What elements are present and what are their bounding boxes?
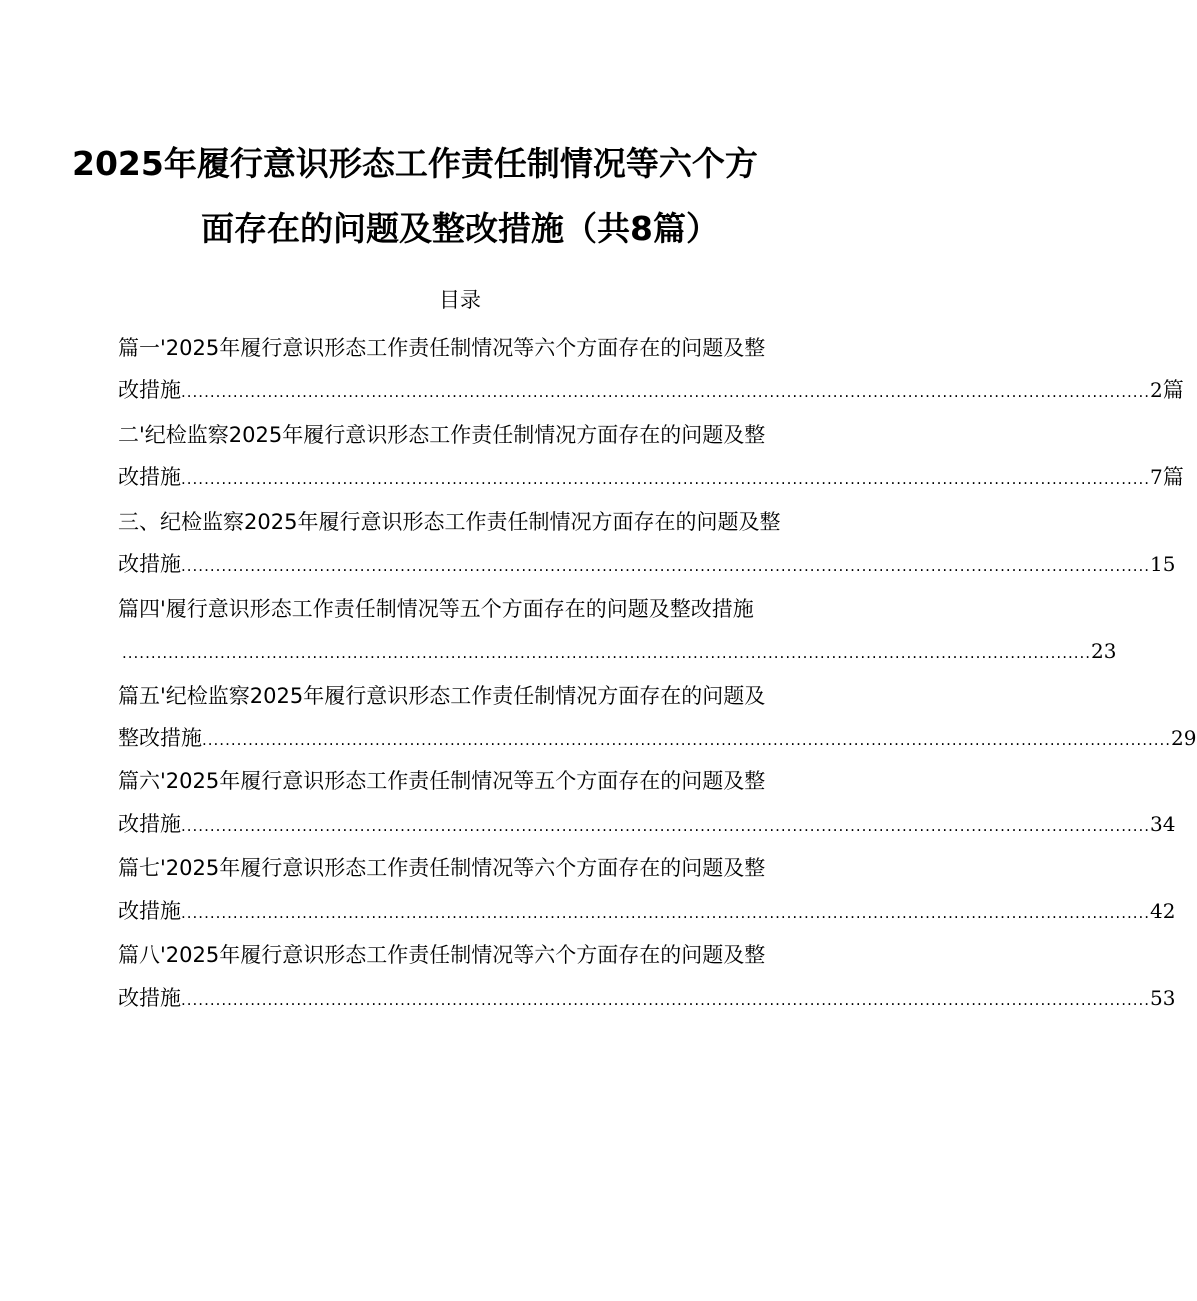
toc-entry-7-line-1[interactable]: 篇七'2025年履行意识形态工作责任制情况等六个方面存在的问题及整 — [118, 856, 766, 880]
toc-heading: 目录 — [439, 288, 481, 312]
toc-entry-4-page: 23 — [1091, 639, 1117, 663]
toc-entry-4-line-1[interactable]: 篇四'履行意识形态工作责任制情况等五个方面存在的问题及整改措施 — [118, 597, 754, 621]
toc-entry-8-lead: 改措施 — [118, 986, 181, 1010]
toc-entry-7-page: 42 — [1150, 899, 1176, 923]
toc-entry-7-lead: 改措施 — [118, 899, 181, 923]
toc-leader-dots: ........................................................................................................................................................................ — [202, 731, 1172, 749]
toc-entry-1-lead: 改措施 — [118, 378, 181, 402]
toc-entry-8-line-1[interactable]: 篇八'2025年履行意识形态工作责任制情况等六个方面存在的问题及整 — [118, 943, 766, 967]
toc-entry-3-page: 15 — [1150, 552, 1176, 576]
toc-entry-5-line-2[interactable] — [118, 723, 1197, 753]
toc-entry-1-page: 2 — [1150, 378, 1163, 402]
toc-entry-8-page: 53 — [1150, 986, 1176, 1010]
toc-leader-dots: ........................................................................................................................................................................ — [181, 991, 1151, 1009]
toc-leader-dots: ........................................................................................................................................................................ — [181, 817, 1151, 835]
toc-entry-4-line-2[interactable] — [118, 636, 1117, 666]
toc-entry-3-line-2[interactable] — [118, 549, 1176, 579]
toc-entry-1-line-2[interactable] — [118, 375, 1184, 405]
toc-entry-2-trail: 篇 — [1162, 465, 1184, 489]
toc-entry-5-page: 29 — [1171, 726, 1197, 750]
toc-leader-dots: ........................................................................................................................................................................ — [181, 383, 1151, 401]
toc-entry-6-lead: 改措施 — [118, 812, 181, 836]
toc-entry-3-line-1[interactable]: 三、纪检监察2025年履行意识形态工作责任制情况方面存在的问题及整 — [118, 510, 781, 534]
toc-entry-6-line-2[interactable] — [118, 809, 1176, 839]
toc-leader-dots: ........................................................................................................................................................................ — [122, 644, 1092, 662]
toc-entry-7-line-2[interactable] — [118, 896, 1176, 926]
toc-entry-2-line-2[interactable] — [118, 462, 1184, 492]
toc-entry-5-line-1[interactable]: 篇五'纪检监察2025年履行意识形态工作责任制情况方面存在的问题及 — [118, 684, 766, 708]
toc-entry-8-line-2[interactable] — [118, 983, 1176, 1013]
toc-leader-dots: ........................................................................................................................................................................ — [181, 904, 1151, 922]
document-title-line-1: 2025年履行意识形态工作责任制情况等六个方 — [72, 144, 758, 183]
toc-entry-6-line-1[interactable]: 篇六'2025年履行意识形态工作责任制情况等五个方面存在的问题及整 — [118, 769, 766, 793]
toc-entry-6-page: 34 — [1150, 812, 1176, 836]
toc-entry-1-trail: 篇 — [1162, 378, 1184, 402]
toc-entry-5-lead: 整改措施 — [118, 726, 202, 750]
toc-entry-2-page: 7 — [1150, 465, 1163, 489]
toc-entry-1-line-1[interactable]: 篇一'2025年履行意识形态工作责任制情况等六个方面存在的问题及整 — [118, 336, 766, 360]
toc-leader-dots: ........................................................................................................................................................................ — [181, 470, 1151, 488]
toc-entry-3-lead: 改措施 — [118, 552, 181, 576]
toc-entry-2-lead: 改措施 — [118, 465, 181, 489]
toc-entry-2-line-1[interactable]: 二'纪检监察2025年履行意识形态工作责任制情况方面存在的问题及整 — [118, 423, 766, 447]
document-title-line-2: 面存在的问题及整改措施（共8篇） — [201, 209, 719, 248]
toc-leader-dots: ........................................................................................................................................................................ — [181, 557, 1151, 575]
